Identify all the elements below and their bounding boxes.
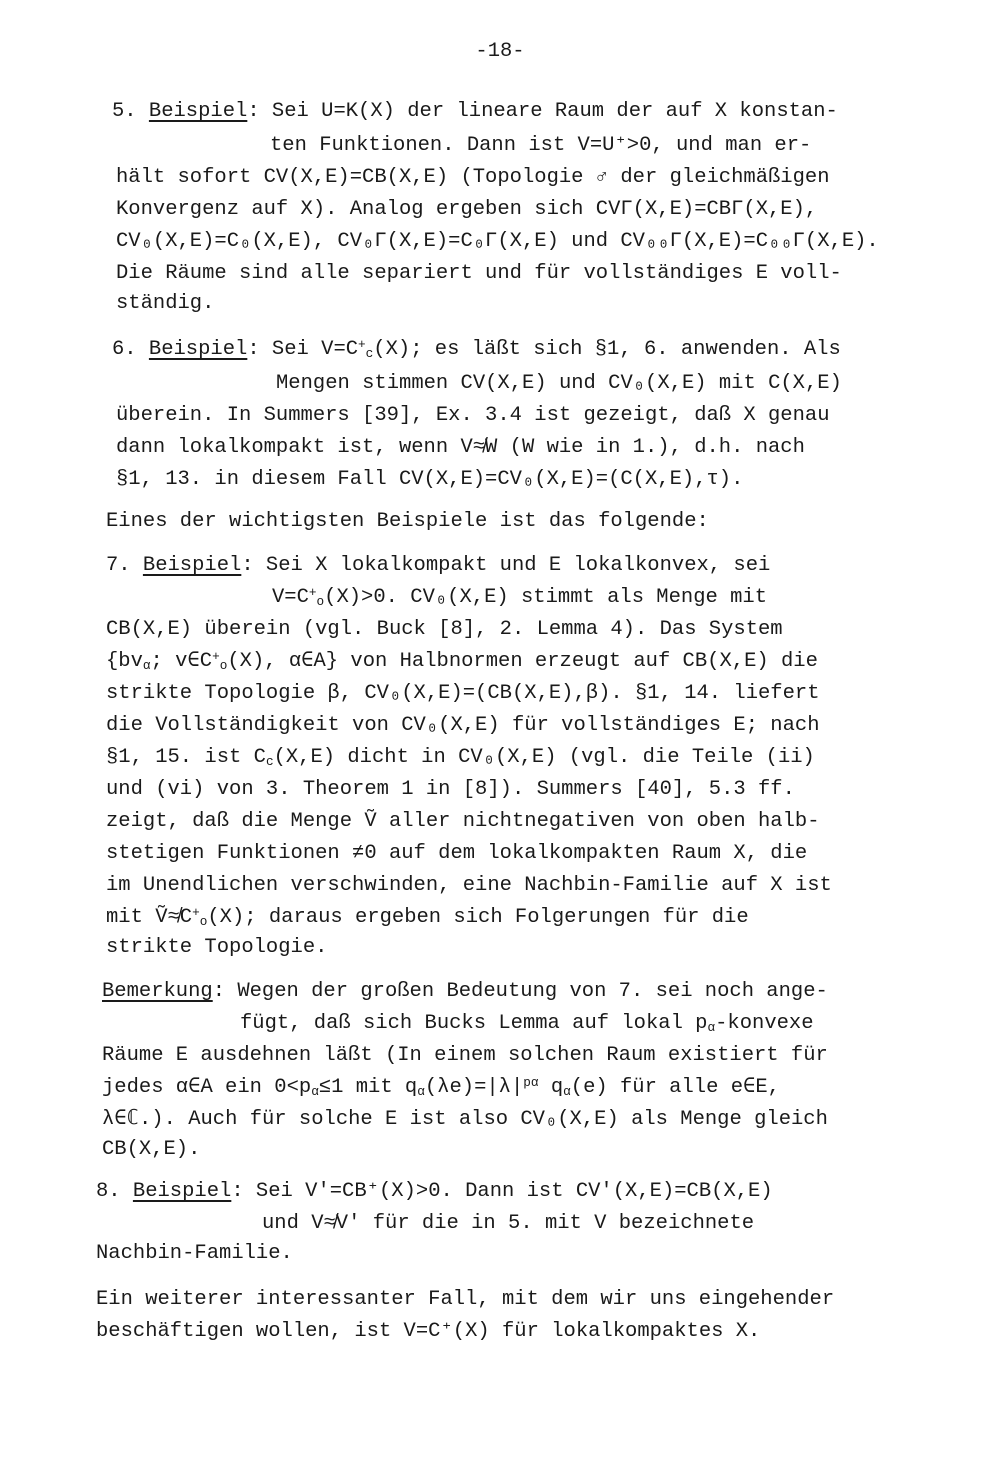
text-line: und V≉V' für die in 5. mit V bezeichnete [262,1212,755,1235]
heading-bemerkung: Bemerkung [102,980,213,1003]
heading-beispiel: Beispiel [142,554,242,577]
text-line: stetigen Funktionen ≠0 auf dem lokalkompakten Raum X, die [106,842,808,865]
text-line: §1, 15. ist Cc(X,E) dicht in CV₀(X,E) (vgl. die Teile (ii) [106,746,815,770]
text-line: überein. In Summers [39], Ex. 3.4 ist gezeigt, daß X genau [116,404,830,427]
text-line: CV₀(X,E)=C₀(X,E), CV₀Γ(X,E)=C₀Γ(X,E) und CV₀₀Γ(X,E)=C₀₀Γ(X,E). [116,230,879,253]
text-line: {bvα; v∈C+o(X), α∈A} von Halbnormen erzeugt auf CB(X,E) die [106,648,818,674]
heading-beispiel: Beispiel [148,100,248,123]
text-line: 7. Beispiel: Sei X lokalkompakt und E lokalkonvex, sei [106,554,771,577]
text-line: hält sofort CV(X,E)=CB(X,E) (Topologie ♂ der gleichmäßigen [116,166,830,189]
text-line: fügt, daß sich Bucks Lemma auf lokal pα-konvexe [240,1012,814,1036]
text-line: Bemerkung: Wegen der großen Bedeutung von 7. sei noch ange- [102,980,828,1003]
text-line: strikte Topologie. [106,936,328,959]
text-line: λ∈ℂ.). Auch für solche E ist also CV₀(X,E) als Menge gleich [102,1108,828,1131]
text-line: strikte Topologie β, CV₀(X,E)=(CB(X,E),β). §1, 14. liefert [106,682,820,705]
text-line: CB(X,E) überein (vgl. Buck [8], 2. Lemma 4). Das System [106,618,783,641]
heading-beispiel: Beispiel [132,1180,232,1203]
text-line: Ein weiterer interessanter Fall, mit dem wir uns eingehender [96,1288,835,1311]
text-line: mit Ṽ≉C+o(X); daraus ergeben sich Folgerungen für die [106,904,749,930]
text-line: CB(X,E). [102,1138,201,1161]
text-line: Mengen stimmen CV(X,E) und CV₀(X,E) mit C(X,E) [276,372,842,395]
text-line: Die Räume sind alle separiert und für vollständiges E voll- [116,262,842,285]
text-line: §1, 13. in diesem Fall CV(X,E)=CV₀(X,E)=(C(X,E),τ). [116,468,744,491]
text-line: 5. Beispiel: Sei U=K(X) der lineare Raum der auf X konstan- [112,100,838,123]
text-line: 8. Beispiel: Sei V'=CB⁺(X)>0. Dann ist CV'(X,E)=CB(X,E) [96,1180,773,1203]
page-number: -18- [475,40,525,63]
heading-beispiel: Beispiel [148,338,248,361]
text-line: jedes α∈A ein 0<pα≤1 mit $q\alpha(\lambda e)=|\lambda|^{p\alpha}$ qα(e) für alle e∈E, [102,1074,780,1100]
text-line: und (vi) von 3. Theorem 1 in [8]). Summers [40], 5.3 ff. [106,778,795,801]
text-line: zeigt, daß die Menge Ṽ aller nichtnegativen von oben halb- [106,810,820,833]
text-line: Eines der wichtigsten Beispiele ist das folgende: [106,510,709,533]
text-line: im Unendlichen verschwinden, eine Nachbin-Familie auf X ist [106,874,832,897]
text-line: beschäftigen wollen, ist V=C⁺(X) für lokalkompaktes X. [96,1320,761,1343]
text-line: Räume E ausdehnen läßt (In einem solchen Raum existiert für [102,1044,828,1067]
text-line: 6. Beispiel: Sei V=C+c(X); es läßt sich §1, 6. anwenden. Als [112,336,841,362]
text-line: Konvergenz auf X). Analog ergeben sich CVΓ(X,E)=CBΓ(X,E), [116,198,818,221]
text-line: ten Funktionen. Dann ist V=U⁺>0, und man er- [270,134,812,157]
text-line: ständig. [116,292,215,315]
text-line: V=C+o(X)>0. CV₀(X,E) stimmt als Menge mit [272,584,768,610]
text-line: Nachbin-Familie. [96,1242,293,1265]
text-line: die Vollständigkeit von CV₀(X,E) für vollständiges E; nach [106,714,820,737]
text-line: dann lokalkompakt ist, wenn V≉W (W wie in 1.), d.h. nach [116,436,805,459]
